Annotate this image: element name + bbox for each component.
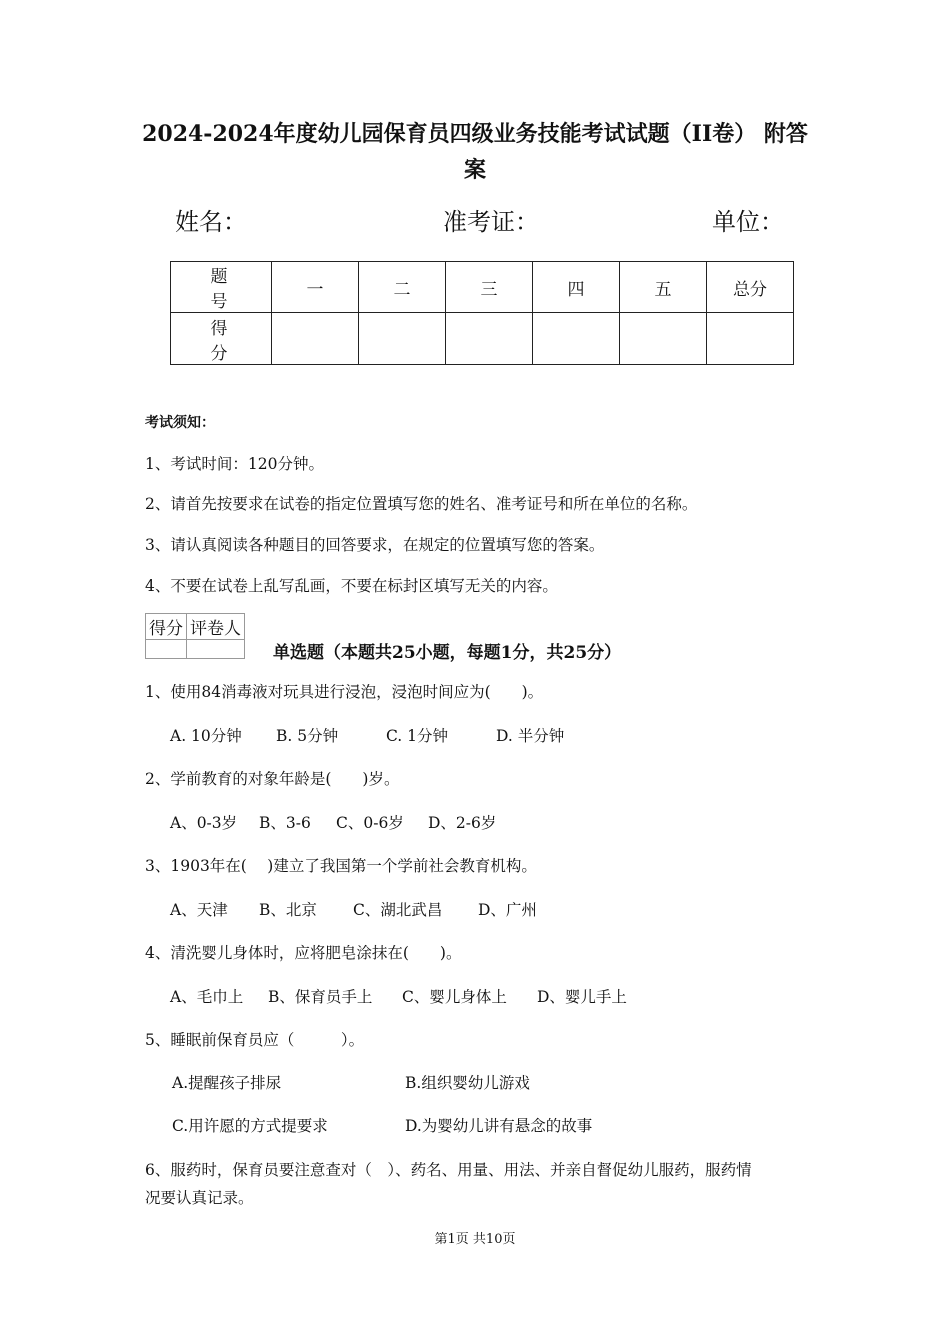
score-table-header-cell: 四 — [533, 262, 620, 313]
grader-box-score-label: 得分 — [146, 614, 187, 640]
section-title: 单选题（本题共25小题，每题1分，共25分） — [273, 643, 622, 663]
score-input-cell[interactable] — [707, 313, 794, 365]
option: C. 1分钟 — [386, 727, 449, 745]
score-table-header-cell: 五 — [620, 262, 707, 313]
score-table-header-row — [171, 262, 794, 313]
score-input-cell[interactable] — [446, 313, 533, 365]
exam-id-label: 准考证： — [443, 208, 539, 236]
option: B、3-6 — [259, 814, 311, 832]
score-table-header-cell: 总分 — [707, 262, 794, 313]
notice-heading: 考试须知： — [145, 415, 215, 431]
score-table — [170, 261, 794, 365]
grader-box — [145, 613, 245, 659]
page-title: 2024-2024年度幼儿园保育员四级业务技能考试试题（II卷） 附答 — [142, 121, 808, 147]
score-table-header-cell: 三 — [446, 262, 533, 313]
option: C、湖北武昌 — [353, 901, 443, 919]
score-input-cell[interactable] — [359, 313, 446, 365]
notice-item: 2、请首先按要求在试卷的指定位置填写您的姓名、准考证号和所在单位的名称。 — [145, 495, 698, 513]
option: B. 5分钟 — [276, 727, 339, 745]
page-title-continued: 案 — [463, 157, 486, 183]
option: D.为婴幼儿讲有悬念的故事 — [405, 1117, 593, 1135]
notice-item: 4、不要在试卷上乱写乱画，不要在标封区填写无关的内容。 — [145, 577, 558, 595]
grader-box-score-cell[interactable] — [146, 640, 187, 659]
notice-item: 1、考试时间：120分钟。 — [145, 455, 324, 473]
question-stem: 1、使用84消毒液对玩具进行浸泡，浸泡时间应为( )。 — [145, 683, 544, 701]
option: A、毛巾上 — [170, 988, 244, 1006]
option: D、广州 — [478, 901, 537, 919]
page-footer: 第1页 共10页 — [434, 1232, 516, 1247]
score-table-header-cell: 二 — [359, 262, 446, 313]
question-stem: 2、学前教育的对象年龄是( )岁。 — [145, 770, 400, 788]
score-input-cell[interactable] — [272, 313, 359, 365]
option: A、0-3岁 — [170, 814, 238, 832]
score-input-cell[interactable] — [533, 313, 620, 365]
notice-item: 3、请认真阅读各种题目的回答要求，在规定的位置填写您的答案。 — [145, 536, 605, 554]
option: C、婴儿身体上 — [402, 988, 507, 1006]
option: B、北京 — [259, 901, 317, 919]
option: C.用许愿的方式提要求 — [172, 1117, 328, 1135]
score-table-score-row — [171, 313, 794, 365]
question-stem: 3、1903年在( )建立了我国第一个学前社会教育机构。 — [145, 857, 537, 875]
score-table-header-cell: 一 — [272, 262, 359, 313]
question-stem: 5、睡眠前保育员应（ ）。 — [145, 1031, 365, 1049]
score-input-cell[interactable] — [620, 313, 707, 365]
grader-box-grader-cell[interactable] — [187, 640, 245, 659]
option: C、0-6岁 — [336, 814, 404, 832]
unit-label: 单位： — [712, 208, 784, 236]
grader-box-grader-label: 评卷人 — [187, 614, 245, 640]
question-stem: 6、服药时，保育员要注意查对（ ）、药名、用量、用法、并亲自督促幼儿服药，服药情 — [145, 1161, 752, 1179]
option: B.组织婴幼儿游戏 — [405, 1074, 530, 1092]
option: A.提醒孩子排尿 — [172, 1074, 282, 1092]
question-stem-continued: 况要认真记录。 — [145, 1189, 254, 1207]
option: B、保育员手上 — [268, 988, 373, 1006]
option: D、2-6岁 — [428, 814, 497, 832]
name-label: 姓名： — [175, 208, 247, 236]
score-table-header-cell: 题 号 — [171, 262, 272, 313]
option: D、婴儿手上 — [537, 988, 627, 1006]
option: D. 半分钟 — [496, 727, 565, 745]
question-stem: 4、清洗婴儿身体时，应将肥皂涂抹在( )。 — [145, 944, 462, 962]
score-row-label: 得 分 — [171, 313, 272, 365]
option: A、天津 — [170, 901, 228, 919]
option: A. 10分钟 — [170, 727, 242, 745]
